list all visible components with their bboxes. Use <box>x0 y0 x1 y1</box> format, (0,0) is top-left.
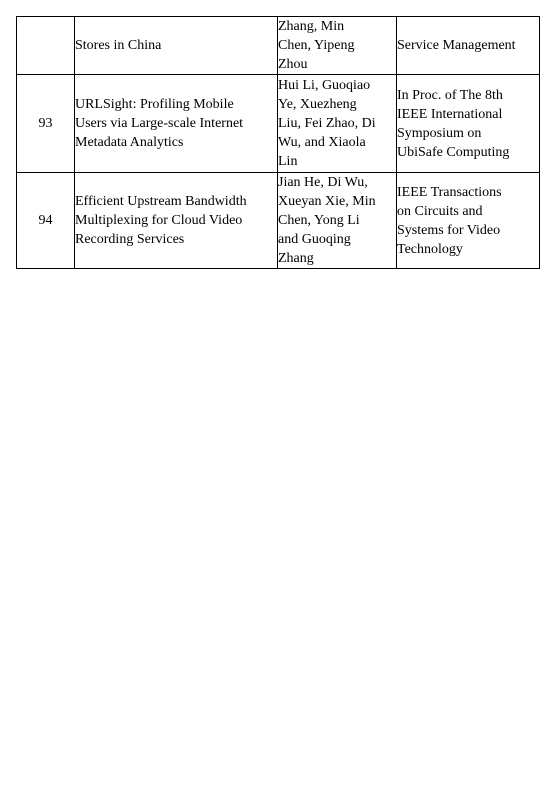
author-line: Zhang, Min <box>278 19 345 34</box>
number-cell: 93 <box>17 75 75 173</box>
author-line: Zhou <box>278 57 308 72</box>
title-cell <box>75 75 278 173</box>
venue-cell <box>397 173 540 269</box>
author-line: Chen, Yipeng <box>278 38 355 53</box>
author-line: Hui Li, Guoqiao <box>278 78 371 93</box>
venue-line: UbiSafe Computing <box>397 144 510 160</box>
table-row <box>17 75 540 173</box>
table-row-continued <box>17 17 540 75</box>
authors-cell <box>278 173 397 269</box>
title-line: Multiplexing for Cloud Video <box>75 213 243 228</box>
author-line: Chen, Yong Li <box>278 213 360 228</box>
title-line: Efficient Upstream Bandwidth <box>75 194 247 209</box>
venue-line: In Proc. of The 8th <box>397 87 503 103</box>
venue-cell <box>397 17 540 75</box>
title-line: Stores in China <box>75 38 162 53</box>
title-line: Users via Large-scale Internet <box>75 116 244 131</box>
number-cell <box>17 17 75 75</box>
venue-line: Technology <box>397 241 463 257</box>
author-line: and Guoqing <box>278 232 351 247</box>
venue-line: IEEE Transactions <box>397 184 502 200</box>
author-line: Zhang <box>278 251 314 266</box>
venue-line: Symposium on <box>397 125 482 141</box>
authors-cell <box>278 75 397 173</box>
title-line: Recording Services <box>75 232 185 247</box>
title-line: URLSight: Profiling Mobile <box>75 97 234 112</box>
table-row <box>17 173 540 269</box>
number-cell: 94 <box>17 173 75 269</box>
venue-cell <box>397 75 540 173</box>
author-line: Wu, and Xiaola <box>278 135 366 150</box>
venue-line: Systems for Video <box>397 222 501 238</box>
author-line: Jian He, Di Wu, <box>278 175 368 190</box>
title-cell <box>75 173 278 269</box>
venue-line: on Circuits and <box>397 203 483 219</box>
title-line: Metadata Analytics <box>75 135 184 150</box>
author-line: Xueyan Xie, Min <box>278 194 376 209</box>
author-line: Ye, Xuezheng <box>278 97 357 112</box>
authors-cell <box>278 17 397 75</box>
venue-line: IEEE International <box>397 106 503 122</box>
author-line: Liu, Fei Zhao, Di <box>278 116 376 131</box>
title-cell <box>75 17 278 75</box>
author-line: Lin <box>278 154 298 169</box>
venue-line: Service Management <box>397 38 516 53</box>
publications-table <box>16 16 540 269</box>
